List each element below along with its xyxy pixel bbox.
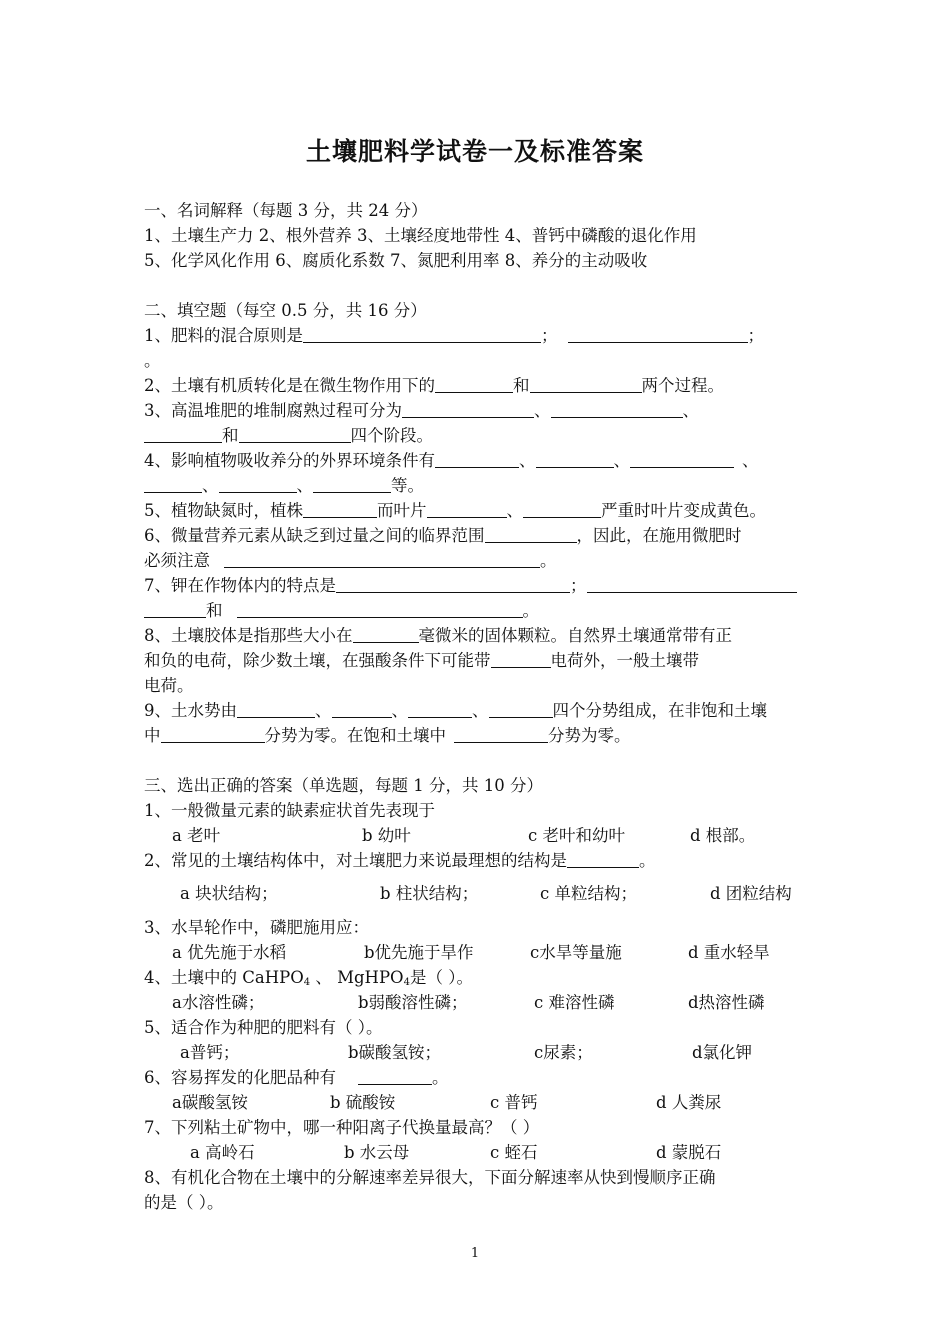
answer-blank[interactable] (491, 649, 551, 668)
option-d[interactable]: d 重水轻旱 (688, 943, 770, 962)
answer-blank[interactable] (237, 599, 523, 618)
answer-blank[interactable] (237, 699, 315, 718)
answer-blank[interactable] (336, 574, 570, 593)
answer-blank[interactable] (303, 324, 541, 343)
answer-blank[interactable] (332, 699, 392, 718)
option-b[interactable]: b 水云母 (344, 1143, 410, 1162)
choice-question-2-options (144, 881, 808, 915)
fill-question-7: 7、钾在作物体内的特点是 ； (144, 573, 808, 598)
answer-blank[interactable] (485, 524, 577, 543)
option-b[interactable]: b 柱状结构； (380, 884, 479, 903)
fill-question-8-cont: 和负的电荷，除少数土壤，在强酸条件下可能带 电荷外，一般土壤带 (144, 651, 699, 670)
option-d[interactable]: d 团粒结构 (710, 884, 792, 903)
answer-blank[interactable] (353, 624, 419, 643)
fill-question-2: 2、土壤有机质转化是在微生物作用下的 和 两个过程。 (144, 376, 724, 395)
option-c[interactable]: c水旱等量施 (530, 943, 622, 962)
option-a[interactable]: a 老叶 (172, 826, 221, 845)
fill-question-7-cont: 和 。 (144, 598, 808, 623)
section1-heading: 一、名词解释（每题 3 分，共 24 分） (144, 201, 428, 220)
fill-question-6-cont: 必须注意 。 (144, 551, 557, 570)
choice-question-4: 4、土壤中的 CaHPO$_4$ 、 MgHPO$_4$是（ ）。 (144, 968, 473, 988)
choice-question-1: 1、一般微量元素的缺素症状首先表现于 (144, 801, 435, 820)
answer-blank[interactable] (551, 399, 683, 418)
exam-content (144, 198, 808, 1215)
answer-blank[interactable] (144, 599, 206, 618)
option-d[interactable]: d 蒙脱石 (656, 1143, 722, 1162)
fill-question-1-end: 。 (144, 351, 161, 370)
fill-question-1: 1、肥料的混合原则是 ； ； (144, 326, 764, 345)
option-d[interactable]: d 人粪尿 (656, 1093, 722, 1112)
section1-line1: 1、土壤生产力 2、根外营养 3、土壤经度地带性 4、普钙中磷酸的退化作用 (144, 226, 697, 245)
option-a[interactable]: a水溶性磷； (172, 993, 265, 1012)
option-c[interactable]: c 蛭石 (490, 1143, 538, 1162)
choice-question-3: 3、水旱轮作中，磷肥施用应： (144, 918, 369, 937)
option-b[interactable]: b 幼叶 (362, 826, 411, 845)
answer-blank[interactable] (224, 549, 540, 568)
answer-blank[interactable] (358, 1066, 432, 1085)
option-a[interactable]: a普钙； (180, 1043, 240, 1062)
answer-blank[interactable] (427, 499, 507, 518)
answer-blank[interactable] (568, 324, 748, 343)
answer-blank[interactable] (489, 699, 553, 718)
option-c[interactable]: c 老叶和幼叶 (528, 826, 625, 845)
option-b[interactable]: b 硫酸铵 (330, 1093, 396, 1112)
fill-question-6: 6、微量营养元素从缺乏到过量之间的临界范围 ，因此，在施用微肥时 (144, 526, 742, 545)
fill-question-8-end: 电荷。 (144, 676, 194, 695)
section1-line2: 5、化学风化作用 6、腐质化系数 7、氮肥利用率 8、养分的主动吸收 (144, 251, 648, 270)
choice-question-4-options (144, 990, 808, 1015)
answer-blank[interactable] (435, 374, 513, 393)
answer-blank[interactable] (567, 849, 639, 868)
choice-question-8-cont: 的是（ ）。 (144, 1193, 224, 1212)
option-d[interactable]: d热溶性磷 (688, 993, 765, 1012)
option-a[interactable]: a 优先施于水稻 (172, 943, 287, 962)
answer-blank[interactable] (161, 724, 265, 743)
option-c[interactable]: c 单粒结构； (540, 884, 637, 903)
fill-question-3-cont: 和 四个阶段。 (144, 423, 808, 448)
page-number: 1 (470, 1246, 480, 1261)
option-a[interactable]: a碳酸氢铵 (172, 1093, 248, 1112)
choice-question-6: 6、容易挥发的化肥品种有 。 (144, 1068, 449, 1087)
answer-blank[interactable] (536, 449, 614, 468)
answer-blank[interactable] (313, 474, 391, 493)
option-b[interactable]: b碳酸氢铵； (348, 1043, 442, 1062)
fill-question-9: 9、土水势由 、 、 、 四个分势组成，在非饱和土壤 (144, 701, 767, 720)
fill-question-4: 4、影响植物吸收养分的外界环境条件有 、 、 、 (144, 451, 759, 470)
answer-blank[interactable] (144, 424, 222, 443)
option-a[interactable]: a 高岭石 (190, 1143, 255, 1162)
option-b[interactable]: b优先施于旱作 (364, 943, 474, 962)
answer-blank[interactable] (402, 399, 534, 418)
choice-question-8: 8、有机化合物在土壤中的分解速率差异很大，下面分解速率从快到慢顺序正确 (144, 1168, 716, 1187)
answer-blank[interactable] (435, 449, 519, 468)
answer-blank[interactable] (408, 699, 472, 718)
choice-question-5-options (144, 1040, 808, 1065)
option-b[interactable]: b弱酸溶性磷； (358, 993, 468, 1012)
answer-blank[interactable] (219, 474, 297, 493)
option-a[interactable]: a 块状结构； (180, 884, 278, 903)
option-d[interactable]: d氯化钾 (692, 1043, 753, 1062)
option-c[interactable]: c 难溶性磷 (534, 993, 615, 1012)
answer-blank[interactable] (530, 374, 642, 393)
fill-question-3: 3、高温堆肥的堆制腐熟过程可分为 、 、 (144, 401, 699, 420)
fill-question-4-cont: 、 、 等。 (144, 473, 808, 498)
answer-blank[interactable] (630, 449, 734, 468)
answer-blank[interactable] (303, 499, 377, 518)
fill-question-9-cont: 中 分势为零。在饱和土壤中 分势为零。 (144, 726, 631, 745)
option-c[interactable]: c尿素； (534, 1043, 593, 1062)
choice-question-2: 2、常见的土壤结构体中，对土壤肥力来说最理想的结构是 。 (144, 851, 656, 870)
option-c[interactable]: c 普钙 (490, 1093, 538, 1112)
choice-question-7-options (144, 1140, 808, 1165)
choice-question-3-options (144, 940, 808, 965)
answer-blank[interactable] (239, 424, 351, 443)
choice-question-7: 7、下列粘土矿物中，哪一种阳离子代换量最高？（ ） (144, 1118, 540, 1137)
fill-question-8: 8、土壤胶体是指那些大小在 毫微米的固体颗粒。自然界土壤通常带有正 (144, 626, 732, 645)
choice-question-5: 5、适合作为种肥的肥料有（ ）。 (144, 1018, 383, 1037)
fill-question-5: 5、植物缺氮时，植株 而叶片 、 严重时叶片变成黄色。 (144, 501, 766, 520)
section2-heading: 二、填空题（每空 0.5 分，共 16 分） (144, 301, 427, 320)
choice-question-1-options (144, 823, 808, 848)
answer-blank[interactable] (523, 499, 601, 518)
option-d[interactable]: d 根部。 (690, 826, 756, 845)
choice-question-6-options (144, 1090, 808, 1115)
section3-heading: 三、选出正确的答案（单选题，每题 1 分，共 10 分） (144, 776, 543, 795)
document-title: 土壤肥料学试卷一及标准答案 (305, 137, 644, 166)
answer-blank[interactable] (454, 724, 548, 743)
answer-blank[interactable] (587, 574, 797, 593)
answer-blank[interactable] (144, 474, 202, 493)
